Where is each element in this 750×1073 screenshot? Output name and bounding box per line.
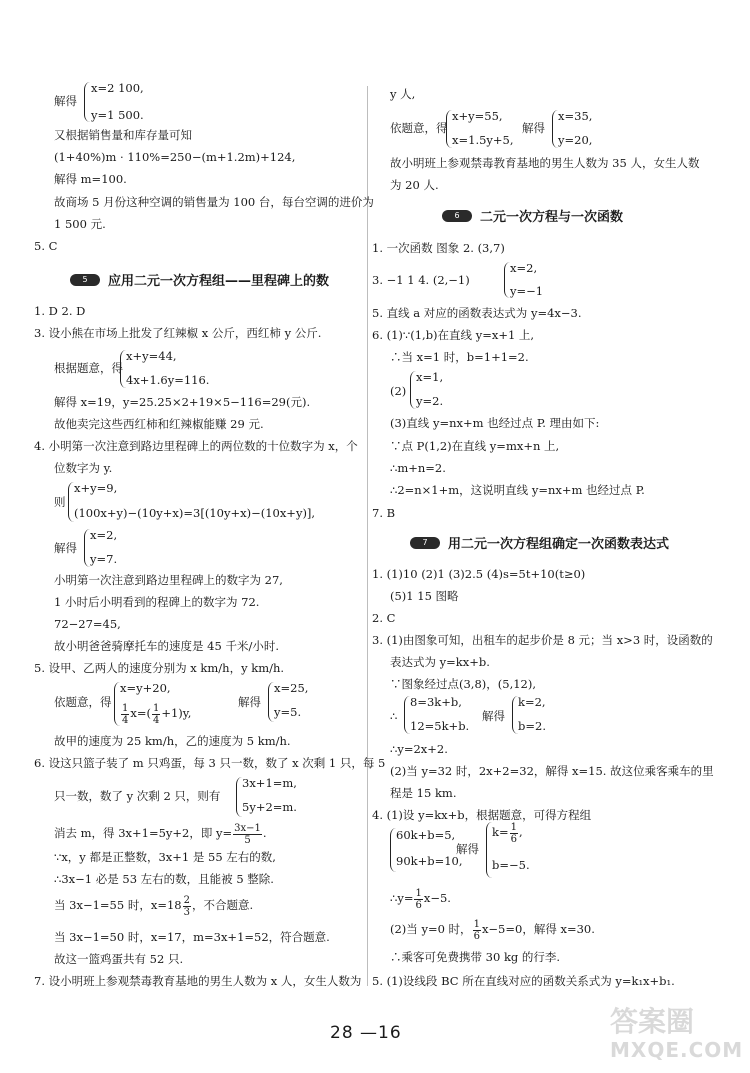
equation: 8=3k+b, [410,695,462,709]
text-line: 当 3x−1=55 时，x=18 $\frac{2}{3}$ ，不合题意. [54,894,254,918]
text-line: ∴ [390,709,398,723]
answer-item: 5. (1)设线段 BC 所在直线对应的函数关系式为 y=k₁x+b₁. [372,974,675,988]
equation: 12=5k+b. [410,719,470,733]
text-line: 故商场 5 月份这种空调的销售量为 100 台，每台空调的进价为 [54,195,374,209]
answer-item: 3. 设小熊在市场上批发了红辣椒 x 公斤，西红柿 y 公斤. [34,326,322,340]
text-line: y 人, [390,87,416,101]
text-line: ∵点 P(1,2)在直线 y=mx+n 上, [390,439,560,453]
text-line: ∴当 x=1 时，b=1+1=2. [390,350,529,364]
answer-item: 1. D 2. D [34,304,86,318]
text-line: 解得 [482,709,505,723]
text-line: ∵x，y 都是正整数，3x+1 是 55 左右的数, [54,850,276,864]
section-header [410,533,669,552]
text-line: 表达式为 y=kx+b. [390,655,490,669]
text-line: 1 小时后小明看到的程碑上的数字为 72. [54,595,260,609]
equation: x=2, [510,261,538,275]
answer-item: 7. B [372,506,396,520]
equation: x=2 100, [91,81,144,95]
answer-item: 5. 设甲、乙两人的速度分别为 x km/h，y km/h. [34,661,285,675]
fraction: $\frac{1}{6}$ [473,918,480,942]
equation: ∴y= $\frac{1}{6}$ x−5. [390,887,451,911]
section-number-badge: 6 [442,210,472,222]
text-line: (2) [390,384,407,398]
text-line: 依题意，得 [390,121,448,135]
fraction: $\frac{1}{6}$ [510,821,517,845]
text-line: 又根据销售量和库存量可知 [54,128,192,142]
text-line: ∴3x−1 必是 53 左右的数，且能被 5 整除. [54,872,274,886]
equation: x=y+20, [120,681,171,695]
equation: x+y=9, [74,481,118,495]
equation: y=20, [558,133,593,147]
equation: y=7. [90,552,118,566]
text-line: 则 [54,495,66,509]
text-line: 故甲的速度为 25 km/h，乙的速度为 5 km/h. [54,734,291,748]
equation: x=2, [90,528,118,542]
equation: x+y=55, [452,109,503,123]
equation: k=2, [518,695,546,709]
equation-brace [84,82,90,122]
equation: x=25, [274,681,309,695]
equation: 4x+1.6y=116. [126,373,210,387]
answer-item: 5. C [34,239,58,253]
text-line: (3)直线 y=nx+m 也经过点 P. 理由如下: [390,416,600,430]
text-line: ∴2=n×1+m，这说明直线 y=nx+m 也经过点 P. [390,483,645,497]
text-line: 解得 [456,842,479,856]
text-line: 解得 [522,121,545,135]
answer-item: 1. (1)10 (2)1 (3)2.5 (4)s=5t+10(t≥0) [372,567,586,581]
section-header [70,270,329,289]
answer-item: 6. (1)∵(1,b)在直线 y=x+1 上, [372,328,535,342]
fraction: $\frac{2}{3}$ [183,894,190,918]
equation: y=−1 [510,284,544,298]
fraction: $\frac{1}{4}$ [122,702,129,726]
watermark-logo [610,1005,743,1061]
equation: b=−5. [492,858,530,872]
equation: 60k+b=5, [396,828,456,842]
equation: x+y=44, [126,349,177,363]
answer-item: 2. C [372,611,396,625]
fraction: $\frac{1}{6}$ [415,887,422,911]
section-number-badge: 5 [70,274,100,286]
text-line: 故他卖完这些西红柿和红辣椒能赚 29 元. [54,417,264,431]
equation: k= $\frac{1}{6}$ , [492,821,523,845]
text-line: (5)1 15 图略 [390,589,459,603]
page-number: 28 —16 [330,1023,402,1043]
equation: b=2. [518,719,546,733]
text-line: 解得 x=19，y=25.25×2+19×5−116=29(元). [54,395,311,409]
text-line: 程是 15 km. [390,786,457,800]
answer-item: 1. 一次函数 图象 2. (3,7) [372,241,505,255]
section-title: 二元一次方程与一次函数 [480,210,624,225]
text-line: 解得 [54,94,77,108]
text-line: 故小明班上参观禁毒教育基地的男生人数为 35 人，女生人数 [390,156,700,170]
section-title: 应用二元一次方程组——里程碑上的数 [108,274,330,289]
text-line: (2)当 y=32 时，2x+2=32，解得 x=15. 故这位乘客乘车的里 [390,764,714,778]
equation: y=1 500. [91,108,144,122]
text-line: 当 3x−1=50 时，x=17，m=3x+1=52，符合题意. [54,930,330,944]
equation: 72−27=45, [54,617,121,631]
section-number-badge: 7 [410,537,440,549]
equation: 90k+b=10, [396,854,463,868]
equation: 3x+1=m, [242,776,297,790]
answer-item: 3. (1)由图象可知，出租车的起步价是 8 元；当 x>3 时，设函数的 [372,633,713,647]
section-header [442,206,623,225]
text-line: 根据题意，得 [54,361,123,375]
text-line: 解得 [54,541,77,555]
text-line: ∴乘客可免费携带 30 kg 的行李. [390,950,561,964]
equation: x=35, [558,109,593,123]
text-line: 故这一篮鸡蛋共有 52 只. [54,952,184,966]
equation: y=2. [416,394,444,408]
text-line: 故小明爸爸骑摩托车的速度是 45 千米/小时. [54,639,279,653]
fraction: $\frac{1}{4}$ [152,702,160,726]
equation: 5y+2=m. [242,800,297,814]
text-line: 为 20 人. [390,178,439,192]
text-line: 消去 m，得 3x+1=5y+2，即 y= $\frac{3x-1}{5}$ . [54,822,267,846]
text-line: 解得 [238,695,261,709]
equation: (100x+y)−(10y+x)=3[(10y+x)−(10x+y)], [74,506,316,520]
equation: x=1, [416,370,444,384]
text-line: ∴y=2x+2. [390,742,448,756]
answer-item: 3. −1 1 4. (2,−1) [372,273,470,287]
answer-item: 4. (1)设 y=kx+b，根据题意，可得方程组 [372,808,592,822]
text-line: (2)当 y=0 时， $\frac{1}{6}$ x−5=0，解得 x=30. [390,918,595,942]
watermark-text: 答案圈 [610,1005,695,1038]
equation: (1+40%)m · 110%=250−(m+1.2m)+124, [54,150,296,164]
text-line: 解得 m=100. [54,172,127,186]
fraction: $\frac{3x-1}{5}$ [234,822,261,846]
text-line: 1 500 元. [54,217,106,231]
answer-item: 7. 设小明班上参观禁毒教育基地的男生人数为 x 人，女生人数为 [34,974,362,988]
text-line: 只一数，数了 y 次剩 2 只，则有 [54,789,221,803]
answer-item: 5. 直线 a 对应的函数表达式为 y=4x−3. [372,306,582,320]
text-line: 依题意，得 [54,695,112,709]
watermark-url: MXQE.COM [610,1038,744,1062]
equation: y=5. [274,705,302,719]
text-line: ∴m+n=2. [390,461,446,475]
equation: $\frac{1}{4}$ x=( $\frac{1}{4}$ +1)y, [122,702,192,726]
text-line: 小明第一次注意到路边里程碑上的数字为 27, [54,573,283,587]
answer-item: 6. 设这只篮子装了 m 只鸡蛋，每 3 只一数，数了 x 次剩 1 只，每 5 [34,756,386,770]
answer-item: 4. 小明第一次注意到路边里程碑上的两位数的十位数字为 x，个 [34,439,358,453]
equation: x=1.5y+5, [452,133,514,147]
text-line: ∵图象经过点(3,8)，(5,12), [390,677,536,691]
section-title: 用二元一次方程组确定一次函数表达式 [448,537,670,552]
column-divider [367,86,368,986]
text-line: 位数字为 y. [54,461,113,475]
